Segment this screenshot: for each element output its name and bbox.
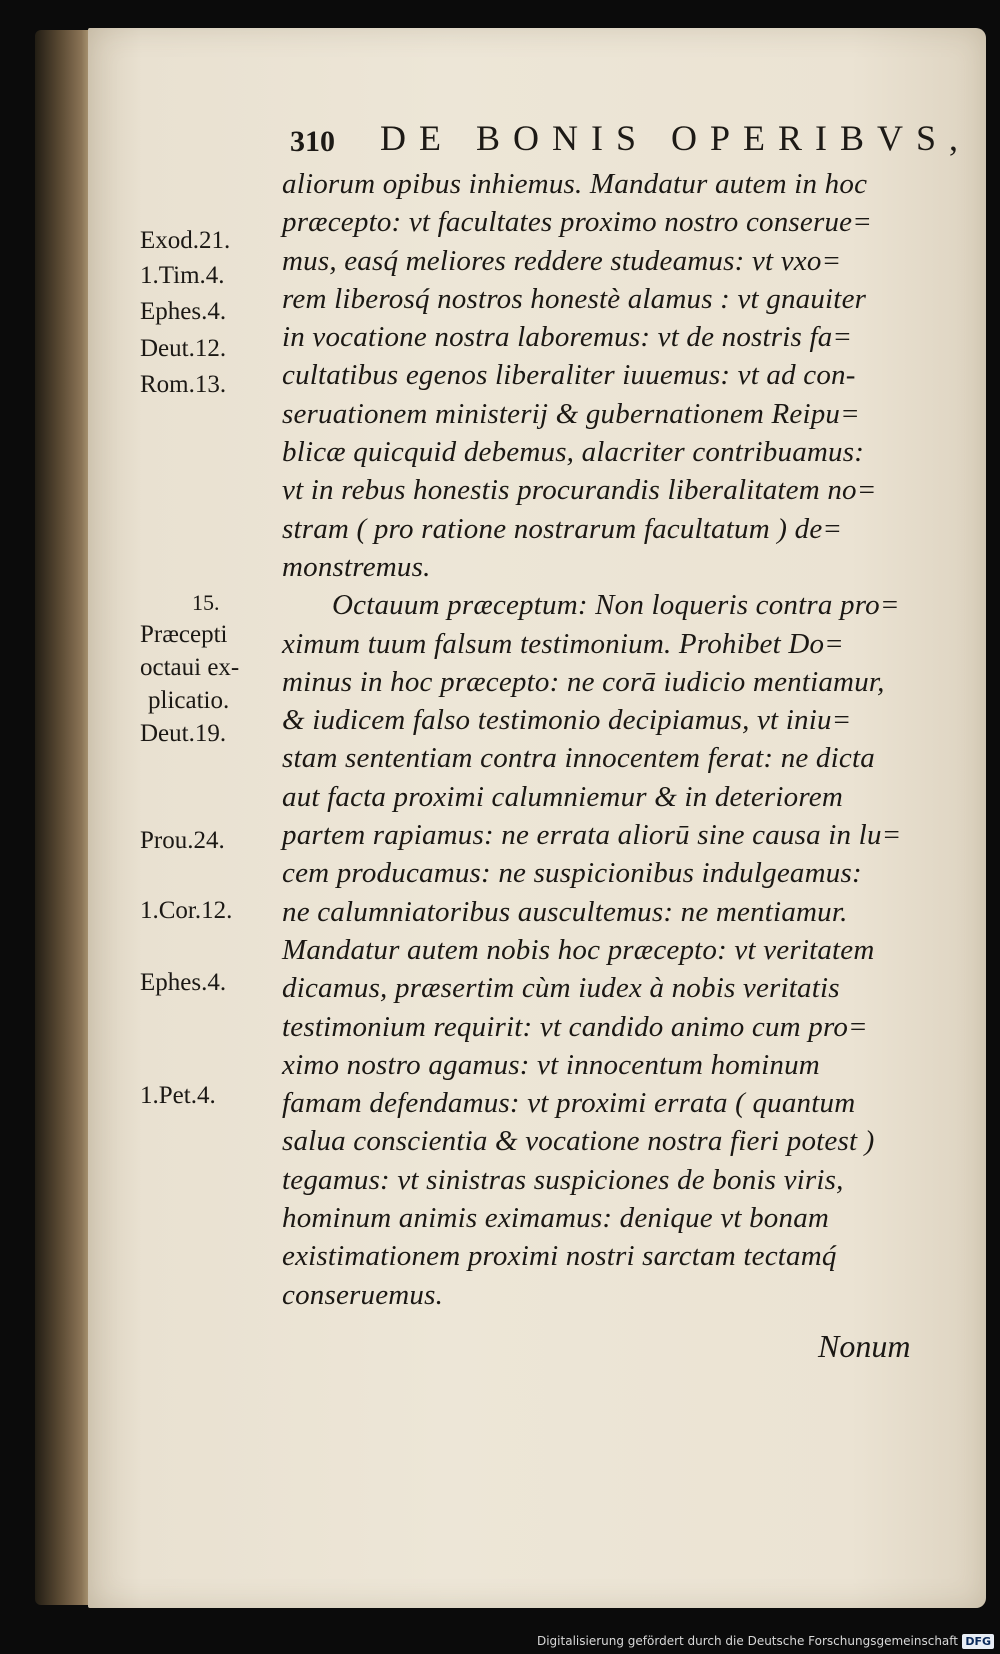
text-line: tegamus: vt sinistras suspiciones de bonis viris, <box>282 1163 844 1196</box>
margin-note: octaui ex- <box>140 654 240 681</box>
text-line: famam defendamus: vt proximi errata ( quantum <box>282 1087 856 1120</box>
margin-note: Ephes.4. <box>140 969 227 996</box>
text-line: aliorum opibus inhiemus. Mandatur autem in hoc <box>282 168 868 200</box>
header-title: DE BONIS OPERIBVS, <box>380 118 972 158</box>
margin-note: 1.Tim.4. <box>140 262 225 289</box>
text-line: Octauum præceptum: Non loqueris contra pro= <box>332 589 900 622</box>
text-line: hominum animis eximamus: denique vt bonam <box>282 1202 830 1235</box>
text-line: cem producamus: ne suspicionibus indulgeamus: <box>282 857 862 890</box>
margin-note: 1.Pet.4. <box>140 1082 216 1109</box>
text-line: monstremus. <box>282 550 431 583</box>
margin-note: Prou.24. <box>140 827 225 854</box>
text-line: Mandatur autem nobis hoc præcepto: vt veritatem <box>282 933 875 966</box>
margin-note: Ephes.4. <box>140 298 227 325</box>
text-line: præcepto: vt facultates proximo nostro conserue= <box>282 206 873 239</box>
page-number: 310 <box>290 125 335 158</box>
text-line: aut facta proximi calumniemur & in deteriorem <box>282 780 843 813</box>
text-line: testimonium requirit: vt candido animo cum pro= <box>282 1010 868 1043</box>
text-line: & iudicem falso testimonio decipiamus, vt iniu= <box>282 704 852 737</box>
text-line: blicæ quicquid debemus, alacriter contribuamus: <box>282 436 865 469</box>
text-line: ximo nostro agamus: vt innocentum hominum <box>282 1048 820 1081</box>
margin-note: Deut.12. <box>140 335 227 362</box>
text-line: ximum tuum falsum testimonium. Prohibet Do= <box>282 627 844 660</box>
text-line: salua conscientia & vocatione nostra fieri potest ) <box>282 1125 875 1158</box>
text-line: conseruemus. <box>282 1278 444 1311</box>
margin-note: Deut.19. <box>140 720 227 747</box>
text-line: cultatibus egenos liberaliter iuuemus: vt ad con- <box>282 359 856 392</box>
digitization-credit: Digitalisierung gefördert durch die Deutsche Forschungsgemeinschaft <box>536 1634 958 1648</box>
margin-note: Præcepti <box>140 621 228 648</box>
text-line: minus in hoc præcepto: ne corā iudicio mentiamur, <box>282 665 885 698</box>
dfg-logo: DFG <box>962 1634 994 1649</box>
text-line: existimationem proximi nostri sarctam tectamq́ <box>282 1240 837 1273</box>
margin-note: Rom.13. <box>140 371 227 398</box>
running-head <box>290 117 972 163</box>
text-line: partem rapiamus: ne errata aliorū sine causa in lu= <box>282 819 902 852</box>
margin-note: plicatio. <box>148 687 230 714</box>
body-text <box>282 165 952 1314</box>
book-spine <box>35 30 93 1605</box>
text-line: rem liberosq́ nostros honestè alamus : vt gnauiter <box>282 282 867 315</box>
text-line: dicamus, præsertim cùm iudex à nobis veritatis <box>282 972 840 1005</box>
text-line: stam sententiam contra innocentem ferat: ne dicta <box>282 742 875 775</box>
margin-notes <box>140 0 290 1200</box>
text-line: in vocatione nostra laboremus: vt de nostris fa= <box>282 321 853 354</box>
text-line: stram ( pro ratione nostrarum facultatum ) de= <box>282 512 843 545</box>
margin-note: Exod.21. <box>140 227 231 254</box>
text-line: vt in rebus honestis procurandis liberalitatem no= <box>282 474 877 507</box>
margin-note: 15. <box>192 590 220 615</box>
text-line: seruationem ministerij & gubernationem Reipu= <box>282 397 860 430</box>
text-line: ne calumniatoribus auscultemus: ne mentiamur. <box>282 895 848 928</box>
catchword: Nonum <box>818 1328 911 1364</box>
text-line: mus, easq́ meliores reddere studeamus: vt vxo= <box>282 244 842 277</box>
margin-note: 1.Cor.12. <box>140 897 233 924</box>
